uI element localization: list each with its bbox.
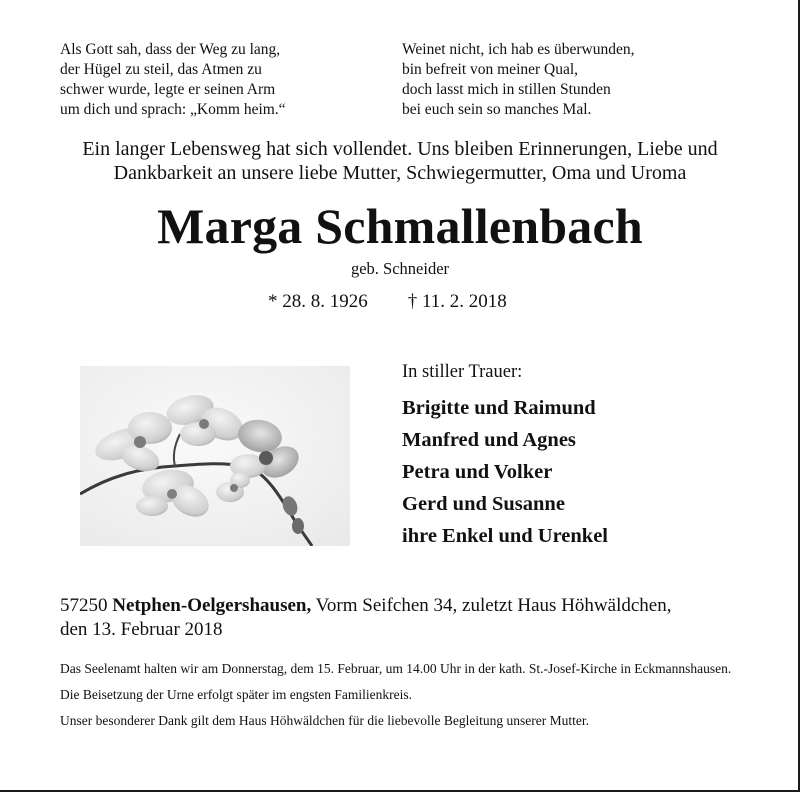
poem-right xyxy=(402,40,634,120)
notes-block xyxy=(60,660,760,738)
mourner-name: ihre Enkel und Urenkel xyxy=(402,525,609,547)
poem-left-line: Als Gott sah, dass der Weg zu lang, xyxy=(60,41,281,58)
requiem-note: Das Seelenamt halten wir am Donnerstag, dem 15. Februar, um 14.00 Uhr in der kath. St.-Josef-Kirche in Eckmannshausen. xyxy=(60,661,732,676)
intro-text xyxy=(0,137,800,185)
address-date: den 13. Februar 2018 xyxy=(60,619,223,640)
address-block xyxy=(60,594,671,642)
birth-date: * 28. 8. 1926 xyxy=(268,291,368,312)
burial-note: Die Beisetzung der Urne erfolgt später im engsten Familienkreis. xyxy=(60,687,413,702)
postal-code: 57250 xyxy=(60,595,108,616)
mourner-name: Manfred und Agnes xyxy=(402,429,576,451)
maiden-name: geb. Schneider xyxy=(350,259,450,278)
intro-line: Dankbarkeit an unsere liebe Mutter, Schwiegermutter, Oma und Uroma xyxy=(113,162,687,184)
street: Vorm Seifchen 34, zuletzt Haus Höhwäldchen, xyxy=(315,595,672,616)
life-dates xyxy=(268,290,507,314)
poem-left-line: schwer wurde, legte er seinen Arm xyxy=(60,81,276,98)
death-date: † 11. 2. 2018 xyxy=(407,291,507,312)
orchid-bud xyxy=(292,518,304,534)
poem-left-line: um dich und sprach: „Komm heim.“ xyxy=(60,101,286,118)
poem-left xyxy=(60,40,286,120)
poem-right-line: doch lasst mich in stillen Stunden xyxy=(402,81,611,98)
mourner-name: Gerd und Susanne xyxy=(402,493,565,515)
thanks-note: Unser besonderer Dank gilt dem Haus Höhwäldchen für die liebevolle Begleitung unserer Mutter. xyxy=(60,713,589,728)
poem-left-line: der Hügel zu steil, das Atmen zu xyxy=(60,61,262,78)
mourners-list xyxy=(402,392,608,552)
address-line xyxy=(60,594,671,618)
mourner-name: Petra und Volker xyxy=(402,461,553,483)
intro-line: Ein langer Lebensweg hat sich vollendet. Uns bleiben Erinnerungen, Liebe und xyxy=(82,138,718,160)
mourning-label: In stiller Trauer: xyxy=(402,362,523,382)
poem-right-line: bin befreit von meiner Qual, xyxy=(402,61,579,78)
poem-right-line: bei euch sein so manches Mal. xyxy=(402,101,592,118)
town-name: Netphen-Oelgershausen, xyxy=(112,595,312,616)
mourner-name: Brigitte und Raimund xyxy=(402,397,596,419)
poem-right-line: Weinet nicht, ich hab es überwunden, xyxy=(402,41,635,58)
orchid-photo xyxy=(80,366,350,546)
deceased-name: Marga Schmallenbach xyxy=(157,198,643,254)
